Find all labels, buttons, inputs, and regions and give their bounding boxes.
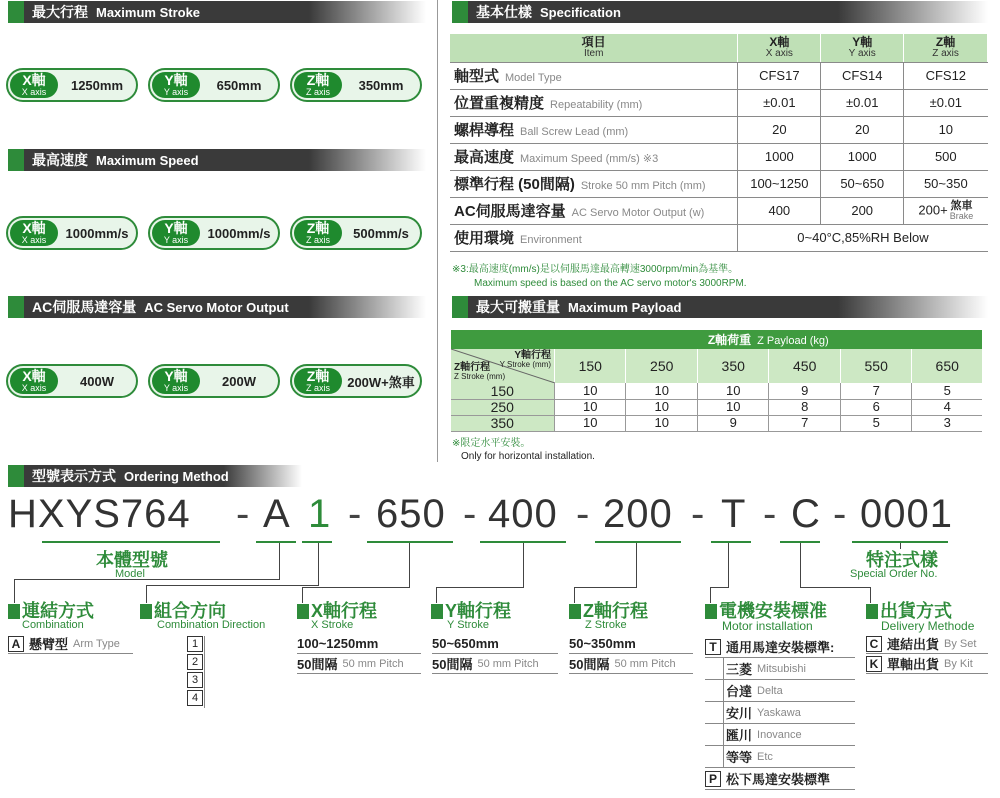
pill-z-motor <box>290 364 422 398</box>
code-z-stroke: 200 <box>603 492 673 536</box>
speed-pills <box>6 216 422 250</box>
connector <box>14 579 280 580</box>
header-en: Maximum Payload <box>568 300 682 315</box>
badge-y-axis: Y軸 Y axis <box>152 220 200 246</box>
header-en: Ordering Method <box>124 469 229 484</box>
combination-options <box>8 634 133 654</box>
header-zh: 最高速度 <box>32 152 88 168</box>
list-item: 三菱 Mitsubishi <box>705 658 855 680</box>
square-marker <box>866 604 878 619</box>
pill-value: 350mm <box>358 77 404 93</box>
spec-header-item: 項目 Item <box>450 34 738 62</box>
delivery-options <box>866 634 988 674</box>
pill-y-motor <box>148 364 280 398</box>
label-special-en: Special Order No. <box>850 568 938 580</box>
code-x-stroke: 650 <box>376 492 446 536</box>
underline-x <box>367 541 453 543</box>
pill-value: 1000mm/s <box>65 225 129 241</box>
payload-title-row: Z軸荷重 Z Payload (kg) <box>451 330 983 349</box>
pill-y-stroke <box>148 68 280 102</box>
list-item: A 懸臂型 Arm Type <box>8 634 133 654</box>
badge-x-axis: X軸 X axis <box>10 368 58 394</box>
list-item: K 單軸出貨 By Kit <box>866 654 988 674</box>
table-row: 250 10 10 10 8 6 4 <box>451 399 983 415</box>
section-header-spec <box>452 1 988 23</box>
square-marker <box>297 604 309 619</box>
underline-model <box>42 541 220 543</box>
underline-z <box>595 541 681 543</box>
pill-value: 1000mm/s <box>207 225 271 241</box>
spec-table <box>450 34 988 252</box>
table-row: 位置重複精度 Repeatability (mm) ±0.01 ±0.01 ±0.01 <box>450 89 988 116</box>
list-item: 等等 Etc <box>705 746 855 768</box>
pill-z-speed <box>290 216 422 250</box>
section-header-stroke <box>8 1 426 23</box>
label-motor-en: Motor installation <box>722 619 813 633</box>
connector <box>302 587 410 588</box>
section-header-payload <box>452 296 988 318</box>
code-combination: A <box>263 492 291 536</box>
label-ystroke-en: Y Stroke <box>447 619 489 631</box>
underline-combination <box>256 541 296 543</box>
code-direction: 1 <box>308 492 332 536</box>
header-zh: 最大行程 <box>32 4 88 20</box>
motor-options <box>705 636 855 790</box>
xstroke-options <box>297 634 421 674</box>
header-zh: 最大可搬重量 <box>476 299 560 315</box>
connector <box>636 543 637 587</box>
connector <box>728 543 729 587</box>
list-item: 匯川 Inovance <box>705 724 855 746</box>
table-row: 螺桿導程 Ball Screw Lead (mm) 20 20 10 <box>450 116 988 143</box>
pill-y-speed <box>148 216 280 250</box>
list-item: T 通用馬達安裝標準: <box>705 636 855 658</box>
code-delivery: C <box>791 492 821 536</box>
pill-x-stroke <box>6 68 138 102</box>
stroke-pills <box>6 68 422 102</box>
code-special: 0001 <box>860 492 953 536</box>
pill-value: 400W <box>80 373 114 389</box>
connector <box>409 543 410 587</box>
code-y-stroke: 400 <box>488 492 558 536</box>
note-horizontal: ※限定水平安裝。 Only for horizontal installation. <box>452 438 595 462</box>
pill-x-motor <box>6 364 138 398</box>
table-row: 最高速度 Maximum Speed (mm/s) ※3 1000 1000 500 <box>450 143 988 170</box>
header-marker <box>8 1 24 23</box>
connector <box>279 543 280 579</box>
label-motor: 電機安裝標准 <box>705 597 827 623</box>
label-direction-en: Combination Direction <box>157 619 266 631</box>
connector <box>436 587 524 588</box>
pill-value: 1250mm <box>70 77 124 93</box>
connector <box>523 543 524 587</box>
badge-z-axis: Z軸 Z axis <box>294 220 342 246</box>
header-marker <box>452 296 468 318</box>
list-item: 100~1250mm <box>297 634 421 654</box>
header-marker <box>8 149 24 171</box>
pill-value: 200W <box>222 373 256 389</box>
table-row: 使用環境 Environment 0~40°C,85%RH Below <box>450 224 988 251</box>
list-item: 50間隔 50 mm Pitch <box>432 654 558 674</box>
header-en: Maximum Stroke <box>96 5 201 20</box>
header-zh: AC伺服馬達容量 <box>32 299 137 315</box>
code-motor: T <box>721 492 747 536</box>
connector <box>800 587 870 588</box>
underline-direction <box>302 541 332 543</box>
pill-value: 500mm/s <box>353 225 409 241</box>
square-marker <box>140 604 152 619</box>
list-item: 1 <box>187 636 203 652</box>
label-delivery: 出貨方式 <box>866 597 952 623</box>
badge-z-axis: Z軸 Z axis <box>294 72 342 98</box>
label-xstroke-en: X Stroke <box>311 619 354 631</box>
list-item: 50~350mm <box>569 634 693 654</box>
badge-x-axis: X軸 X axis <box>10 220 58 246</box>
table-row: 標準行程 (50間隔) Stroke 50 mm Pitch (mm) 100~1250 50~650 50~350 <box>450 170 988 197</box>
code-model: HXYS764 <box>8 492 191 536</box>
connector <box>146 585 319 586</box>
brake-label: 煞車 Brake <box>949 199 974 221</box>
spec-header-x: X軸 X axis <box>738 34 821 62</box>
label-body: 本體型號 <box>96 550 168 570</box>
connector <box>318 543 319 585</box>
list-item: 2 <box>187 654 203 670</box>
label-special: 特注式樣 <box>866 550 938 570</box>
payload-header-row: Y軸行程 Y Stroke (mm) Z軸行程 Z Stroke (mm) 150 250 350 450 550 650 <box>451 349 983 383</box>
label-combination: 連結方式 <box>8 597 94 623</box>
label-zstroke-en: Z Stroke <box>585 619 627 631</box>
column-divider <box>437 0 438 462</box>
header-en: Specification <box>540 5 621 20</box>
header-marker <box>8 465 24 487</box>
badge-y-axis: Y軸 Y axis <box>152 72 200 98</box>
header-zh: 型號表示方式 <box>32 468 116 484</box>
badge-y-axis: Y軸 Y axis <box>152 368 200 394</box>
pill-value: 200W+煞車 <box>347 374 415 390</box>
list-item: P 松下馬達安裝標準 <box>705 768 855 790</box>
note-speed: ※3:最高速度(mm/s)是以伺服馬達最高轉速3000rpm/min為基準。 Maximum speed is based on the AC servo motor's 3000RPM. <box>452 264 747 289</box>
motor-rule <box>723 658 724 768</box>
list-item: C 連結出貨 By Set <box>866 634 988 654</box>
motor-pills <box>6 364 422 398</box>
label-ystroke: Y軸行程 <box>431 597 511 623</box>
list-item: 3 <box>187 672 203 688</box>
pill-x-speed <box>6 216 138 250</box>
header-en: Maximum Speed <box>96 153 199 168</box>
spec-header-y: Y軸 Y axis <box>821 34 904 62</box>
payload-table <box>450 330 982 432</box>
spec-header-row <box>450 34 988 62</box>
section-header-ordering <box>8 465 988 487</box>
label-combination-en: Combination <box>22 619 84 631</box>
connector <box>800 543 801 587</box>
zstroke-options <box>569 634 693 674</box>
list-item: 安川 Yaskawa <box>705 702 855 724</box>
header-marker <box>8 296 24 318</box>
header-marker <box>452 1 468 23</box>
list-item: 50間隔 50 mm Pitch <box>297 654 421 674</box>
square-marker <box>431 604 443 619</box>
square-marker <box>8 604 20 619</box>
label-direction: 組合方向 <box>140 597 226 623</box>
table-row: AC伺服馬達容量 AC Servo Motor Output (w) 400 200 200+ 煞車 Brake <box>450 197 988 224</box>
list-item: 台達 Delta <box>705 680 855 702</box>
spec-header-z: Z軸 Z axis <box>904 34 988 62</box>
list-item: 50~650mm <box>432 634 558 654</box>
label-xstroke: X軸行程 <box>297 597 377 623</box>
connector <box>710 587 729 588</box>
pill-z-stroke <box>290 68 422 102</box>
payload-corner: Y軸行程 Y Stroke (mm) Z軸行程 Z Stroke (mm) <box>451 349 555 383</box>
table-row: 350 10 10 9 7 5 3 <box>451 415 983 431</box>
connector <box>574 587 637 588</box>
section-header-speed <box>8 149 426 171</box>
ystroke-options <box>432 634 558 674</box>
square-marker <box>569 604 581 619</box>
label-body-en: Model <box>115 568 145 580</box>
badge-x-axis: X軸 X axis <box>10 72 58 98</box>
table-row: 軸型式 Model Type CFS17 CFS14 CFS12 <box>450 62 988 89</box>
label-delivery-en: Delivery Methode <box>881 619 975 633</box>
list-item: 50間隔 50 mm Pitch <box>569 654 693 674</box>
badge-z-axis: Z軸 Z axis <box>294 368 342 394</box>
pill-value: 650mm <box>216 77 262 93</box>
list-item: 4 <box>187 690 203 706</box>
header-zh: 基本仕樣 <box>476 4 532 20</box>
underline-motor <box>711 541 751 543</box>
label-zstroke: Z軸行程 <box>569 597 648 623</box>
header-en: AC Servo Motor Output <box>144 300 289 315</box>
direction-rule <box>204 636 205 708</box>
square-marker <box>705 604 717 619</box>
section-header-motor <box>8 296 426 318</box>
table-row: 150 10 10 10 9 7 5 <box>451 383 983 399</box>
